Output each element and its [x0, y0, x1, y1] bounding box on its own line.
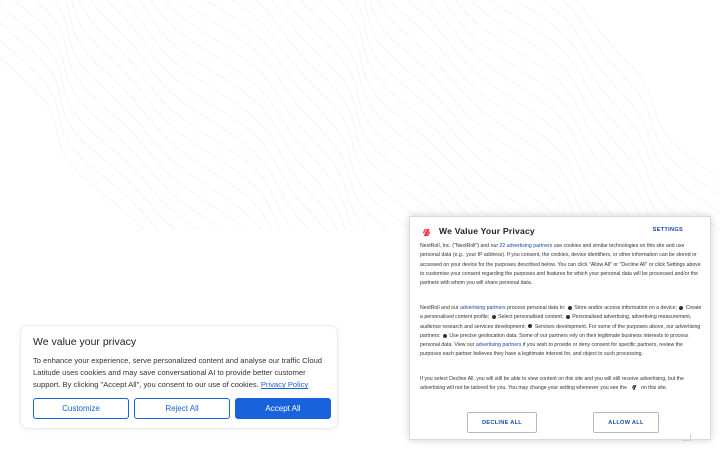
- background-wave-line: [370, 0, 580, 230]
- decline-all-button[interactable]: DECLINE ALL: [467, 412, 537, 433]
- p3-text-end: on this site.: [639, 385, 668, 392]
- background-wave-line: [140, 0, 346, 230]
- bullet-dot-icon: [679, 306, 683, 310]
- customize-button[interactable]: Customize: [33, 398, 129, 419]
- cookie-banner-body: To enhance your experience, serve personalized content and analyse our traffic Cloud Latitude uses cookies and may save conversational AI to provide better customer support. By clicking "Accept All", you consent to our use of cookies.: [33, 356, 323, 390]
- bullet-dot-icon: [528, 324, 532, 328]
- accept-all-button[interactable]: Accept All: [235, 398, 331, 419]
- bullet-dot-icon: [443, 334, 447, 338]
- cookie-banner-buttons: [33, 398, 331, 419]
- p1-text-start: NextRoll, Inc. ("NextRoll") and our: [420, 243, 500, 249]
- privacy-paragraph-2: [420, 304, 702, 360]
- bullet-dot-icon: [566, 315, 570, 319]
- background-wave-line: [548, 0, 720, 230]
- p3-text-start: If you select Decline All, you will still be able to view content on this site and you will still receive advertising, but the advertising will not be tailored for you. You may change your setting whenever you see the: [420, 376, 684, 392]
- settings-link[interactable]: SETTINGS: [652, 227, 683, 233]
- p1-text-end: use cookies and similar technologies on this site and use personal data (e.g., your IP address). If you consent, the cookies, device identifiers, or other information can be stored or accessed on your device for the purposes described below. You can click "Allow All" or "Decline All" or click Settings above to customise your consent regarding the purposes and features for which your personal data will be processed and/or the partners with whom you will share personal data.: [420, 243, 701, 287]
- background-wave-line: [428, 0, 638, 230]
- background-wave-line: [228, 0, 434, 230]
- background-wave-line: [90, 0, 309, 230]
- advertising-partners-count-link[interactable]: 22 advertising partners: [499, 243, 553, 249]
- background-wave-line: [107, 0, 326, 230]
- background-wave-line: [20, 0, 246, 230]
- background-wave-line: [206, 0, 412, 230]
- background-wave-line: [532, 0, 720, 230]
- corner-divider: [682, 434, 691, 441]
- background-wave-line: [125, 0, 338, 230]
- reject-all-button[interactable]: Reject All: [134, 398, 230, 419]
- privacy-consent-dialog: [409, 216, 711, 440]
- p2-item-6: Use precise geolocation data. Some of our partners rely on their legitimate business interests to process personal data. View our: [420, 332, 689, 349]
- background-wave-line: [377, 0, 592, 230]
- background-wave-line: [151, 0, 353, 230]
- background-wave-line: [78, 0, 293, 230]
- p2-item-1: Store and/or access information on a device;: [574, 305, 677, 311]
- p2-text-end: if you wish to provide or deny consent for specific partners, review the purposes each partner believes they have a legitimate interest for, and object to such processing.: [420, 342, 683, 358]
- background-wave-line: [163, 0, 367, 230]
- nextroll-inline-logo-icon[interactable]: [631, 384, 638, 391]
- p2-item-3: Select personalised content;: [498, 314, 564, 321]
- cookie-banner-text: [33, 355, 325, 392]
- bullet-dot-icon: [492, 315, 496, 319]
- background-wave-line: [390, 0, 609, 230]
- allow-all-button[interactable]: ALLOW ALL: [593, 412, 659, 433]
- background-wave-line: [244, 0, 451, 230]
- cookie-banner-title: We value your privacy: [33, 336, 137, 348]
- background-wave-line: [470, 0, 672, 230]
- advertising-partners-link[interactable]: advertising partners: [460, 305, 506, 311]
- cookie-consent-banner: [20, 325, 338, 429]
- p2-text-process: process personal data to:: [505, 305, 567, 311]
- privacy-policy-link[interactable]: Privacy Policy: [260, 380, 309, 390]
- p2-item-5: Services development. For some of the purposes above, our advertising partners:: [420, 323, 701, 339]
- p2-text-start: NextRoll and our: [420, 305, 461, 311]
- background-wave-line: [308, 0, 531, 230]
- background-wave-line: [0, 0, 143, 230]
- p2-item-4: Personalised advertising, advertising measurement, audience research and services development;: [420, 314, 692, 330]
- privacy-paragraph-1: [420, 242, 702, 288]
- background-wave-line: [0, 0, 198, 230]
- background-wave-line: [443, 0, 646, 230]
- background-wave-line: [516, 0, 720, 230]
- background-wave-line: [0, 0, 158, 230]
- background-wave-line: [340, 0, 564, 230]
- bullet-dot-icon: [568, 306, 572, 310]
- background-wave-line: [564, 0, 720, 230]
- background-wave-line: [456, 0, 656, 230]
- advertising-partners-link-2[interactable]: advertising partners: [475, 342, 522, 349]
- nextroll-logo-icon: [421, 227, 432, 238]
- privacy-dialog-title: We Value Your Privacy: [439, 226, 535, 236]
- p2-item-2: Create a personalised content profile;: [420, 305, 702, 321]
- privacy-paragraph-3: [420, 375, 702, 394]
- background-wave-line: [52, 0, 272, 230]
